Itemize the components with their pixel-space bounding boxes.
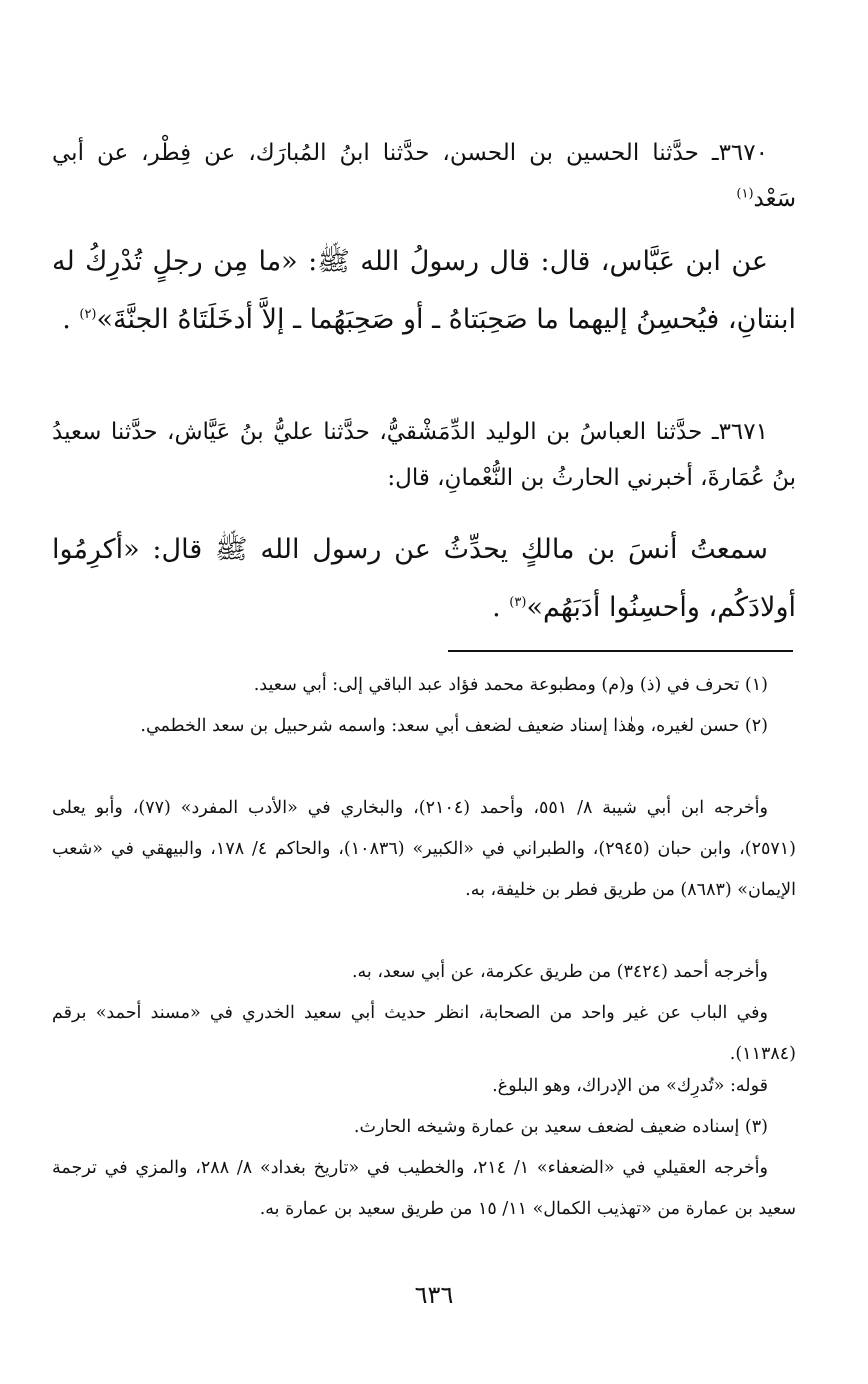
hadith-3670-isnad-text: ٣٦٧٠ـ حدَّثنا الحسين بن الحسن، حدَّثنا ابنُ المُبارَك، عن فِطْر، عن أبي سَعْد xyxy=(52,140,796,212)
page-number: ٦٣٦ xyxy=(414,1281,454,1309)
hadith-3671-matn-text: سمعتُ أنسَ بن مالكٍ يحدِّثُ عن رسول الله ﷺ قال: «أكرِمُوا أولادَكُم، وأحسِنُوا أدَبَهُم» xyxy=(52,534,796,623)
hadith-3670-matn-text: عن ابن عَبَّاس، قال: قال رسولُ الله ﷺ: «ما مِن رجلٍ تُدْرِكُ له ابنتانِ، فيُحسِنُ إليهما ما صَحِبَتاهُ ـ أو صَحِبَهُما ـ إلاَّ أدخَلَتَاهُ الجنَّةَ» xyxy=(52,246,796,335)
hadith-3671-isnad-text: ٣٦٧١ـ حدَّثنا العباسُ بن الوليد الدِّمَشْقيُّ، حدَّثنا عليُّ بنُ عَيَّاش، حدَّثنا سعيدُ بنُ عُمَارةَ، أخبرني الحارثُ بن النُّعْمانِ، قال: xyxy=(52,419,796,491)
footnote-3: (٣) إسناده ضعيف لضعف سعيد بن عمارة وشيخه الحارث. xyxy=(353,1117,768,1137)
hadith-3671-matn xyxy=(52,521,796,637)
footnote-2-gloss: قوله: «تُدرِك» من الإدراك، وهو البلوغ. xyxy=(492,1076,768,1096)
hadith-3671-isnad xyxy=(52,409,796,501)
footnote-1: (١) تحرف في (ذ) و(م) ومطبوعة محمد فؤاد عبد الباقي إلى: أبي سعيد. xyxy=(253,675,768,695)
hadith-3670-matn xyxy=(52,233,796,349)
sentence-end-dot: . xyxy=(62,304,80,335)
footnote-2-takhrij: وأخرجه ابن أبي شيبة ٨/ ٥٥١، وأحمد (٢١٠٤)، والبخاري في «الأدب المفرد» (٧٧)، وأبو يعلى (٢٥٧١)، وابن حبان (٢٩٤٥)، والطبراني في «الكبير» (١٠٨٣٦)، والحاكم ٤/ ١٧٨، والبيهقي في «شعب الإيمان» (٨٦٨٣) من طريق فطر بن خليفة، به. xyxy=(52,798,796,900)
footnote-2-bab: وفي الباب عن غير واحد من الصحابة، انظر حديث أبي سعيد الخدري في «مسند أحمد» برقم (١١٣٨٤). xyxy=(52,1003,796,1064)
footnote-2-takhrij-ahmad: وأخرجه أحمد (٣٤٢٤) من طريق عكرمة، عن أبي سعد، به. xyxy=(351,962,768,982)
footnote-ref-2: (٢) xyxy=(79,307,97,322)
footnote-ref-1: (١) xyxy=(736,186,754,202)
sentence-end-dot: . xyxy=(492,592,510,623)
footnote-separator xyxy=(448,650,793,652)
hadith-3670-isnad xyxy=(52,130,796,222)
footnote-3-takhrij: وأخرجه العقيلي في «الضعفاء» ١/ ٢١٤، والخطيب في «تاريخ بغداد» ٨/ ٢٨٨، والمزي في ترجمة سعيد بن عمارة من «تهذيب الكمال» ١١/ ١٥ من طريق سعيد بن عمارة به. xyxy=(52,1158,796,1219)
footnote-ref-3: (٣) xyxy=(509,595,527,610)
footnote-2: (٢) حسن لغيره، وهٰذا إسناد ضعيف لضعف أبي سعد: واسمه شرحبيل بن سعد الخطمي. xyxy=(140,716,768,736)
